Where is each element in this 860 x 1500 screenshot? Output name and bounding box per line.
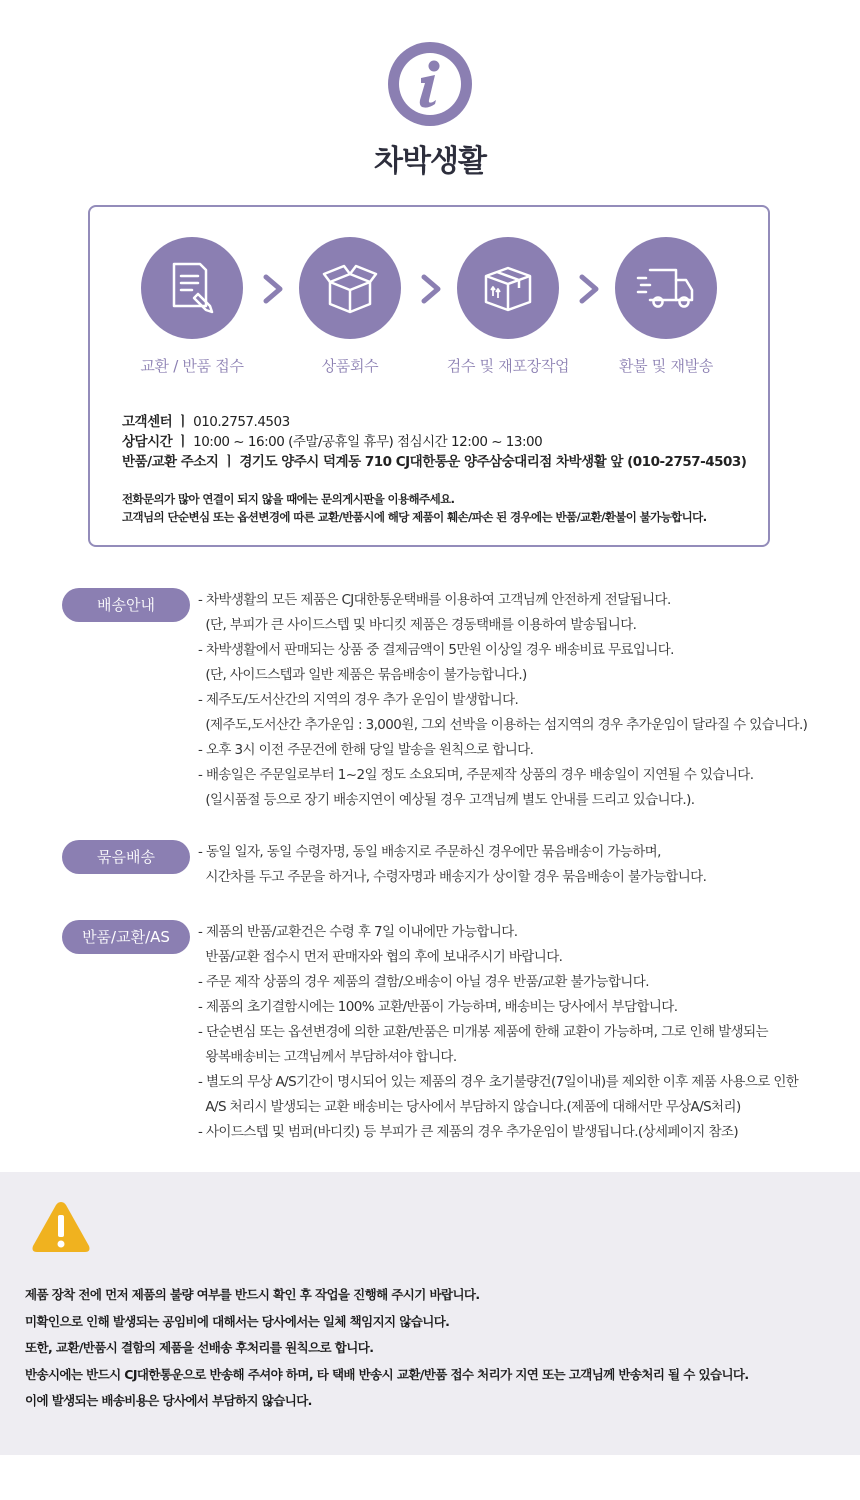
contact-key: 상담시간 ㅣ (122, 434, 189, 450)
contact-value: 경기도 양주시 덕계동 710 CJ대한통운 양주삼숭대리점 차박생활 앞 (010-2757-4503) (239, 454, 747, 470)
step-pickup (275, 237, 425, 376)
shipping-lines (198, 588, 807, 813)
shipping-line: (제주도,도서산간 추가운임 : 3,000원, 그외 선박을 이용하는 섬지역의 경우 추가운임이 달라질 수 있습니다.) (198, 717, 808, 733)
note-line: 고객님의 단순변심 또는 옵션변경에 따른 교환/반품시에 해당 제품이 훼손/파손 된 경우에는 반품/교환/환불이 불가능합니다. (122, 510, 707, 524)
step-label: 교환 / 반품 접수 (140, 357, 244, 375)
delivery-truck-icon (615, 237, 717, 339)
warning-panel (0, 1172, 860, 1455)
contact-key: 반품/교환 주소지 ㅣ (122, 454, 236, 470)
step-label: 상품회수 (321, 357, 379, 375)
returns-line: - 제품의 초기결함시에는 100% 교환/반품이 가능하며, 배송비는 당사에서 부담합니다. (198, 999, 678, 1015)
shipping-line: - 오후 3시 이전 주문건에 한해 당일 발송을 원칙으로 합니다. (198, 742, 534, 758)
shipping-line: (단, 부피가 큰 사이드스텝 및 바디킷 제품은 경동택배를 이용하여 발송됩니다. (198, 617, 637, 633)
document-pen-icon (141, 237, 243, 339)
warning-line: 반송시에는 반드시 CJ대한통운으로 반송해 주셔야 하며, 타 택배 반송시 교환/반품 접수 처리가 지연 또는 고객님께 반송처리 될 수 있습니다. (25, 1366, 749, 1382)
returns-line: - 단순변심 또는 옵션변경에 의한 교환/반품은 미개봉 제품에 한해 교환이 가능하며, 그로 인해 발생되는 (198, 1024, 768, 1040)
note-line: 전화문의가 많아 연결이 되지 않을 때에는 문의게시판을 이용해주세요. (122, 492, 455, 506)
returns-line: 반품/교환 접수시 먼저 판매자와 협의 후에 보내주시기 바랍니다. (198, 949, 563, 965)
process-notes (122, 490, 706, 526)
returns-lines (198, 920, 798, 1145)
return-process-panel (88, 205, 770, 547)
contact-address (122, 452, 746, 472)
brand-header (0, 42, 860, 180)
shipping-line: (단, 사이드스텝과 일반 제품은 묶음배송이 불가능합니다.) (198, 667, 527, 683)
returns-line: - 사이드스텝 및 범퍼(바디킷) 등 부피가 큰 제품의 경우 추가운임이 발생됩니다.(상세페이지 참조) (198, 1124, 738, 1140)
warning-line: 미확인으로 인해 발생되는 공임비에 대해서는 당사에서는 일체 책임지지 않습니다. (25, 1313, 450, 1329)
contact-value: 10:00 ~ 16:00 (주말/공휴일 휴무) 점심시간 12:00 ~ 13:00 (193, 434, 543, 450)
bundle-line: 시간차를 두고 주문을 하거나, 수령자명과 배송지가 상이할 경우 묶음배송이 불가능합니다. (198, 869, 707, 885)
warning-icon (30, 1199, 92, 1255)
brand-name: 차박생활 (374, 144, 486, 179)
returns-line: - 별도의 무상 A/S기간이 명시되어 있는 제품의 경우 초기불량건(7일이내)를 제외한 이후 제품 사용으로 인한 (198, 1074, 799, 1090)
contact-hours (122, 432, 746, 452)
shipping-title: 배송안내 (62, 588, 190, 622)
step-label: 검수 및 재포장작업 (446, 357, 570, 375)
returns-line: 왕복배송비는 고객님께서 부담하셔야 합니다. (198, 1049, 457, 1065)
contact-info (122, 412, 746, 472)
warning-line: 이에 발생되는 배송비용은 당사에서 부담하지 않습니다. (25, 1393, 312, 1409)
bundle-title: 묶음배송 (62, 840, 190, 874)
step-inspection (433, 237, 583, 376)
returns-title: 반품/교환/AS (62, 920, 190, 954)
warning-line: 또한, 교환/반품시 결함의 제품을 선배송 후처리를 원칙으로 합니다. (25, 1340, 374, 1356)
shipping-line: - 제주도/도서산간의 지역의 경우 추가 운임이 발생합니다. (198, 692, 519, 708)
open-box-icon (299, 237, 401, 339)
step-return-request (117, 237, 267, 376)
returns-line: A/S 처리시 발생되는 교환 배송비는 당사에서 부담하지 않습니다.(제품에 대해서만 무상A/S처리) (198, 1099, 741, 1115)
contact-key: 고객센터 ㅣ (122, 414, 189, 430)
shipping-line: (일시품절 등으로 장기 배송지연이 예상될 경우 고객님께 별도 안내를 드리고 있습니다.). (198, 792, 695, 808)
step-refund-reship (591, 237, 741, 376)
bundle-line: - 동일 일자, 동일 수령자명, 동일 배송지로 주문하신 경우에만 묶음배송이 가능하며, (198, 844, 661, 860)
step-label: 환불 및 재발송 (618, 357, 714, 375)
contact-value: 010.2757.4503 (193, 414, 290, 430)
shipping-line: - 배송일은 주문일로부터 1~2일 정도 소요되며, 주문제작 상품의 경우 배송일이 지연될 수 있습니다. (198, 767, 754, 783)
warning-lines (25, 1282, 749, 1415)
info-icon (388, 42, 472, 126)
warning-line: 제품 장착 전에 먼저 제품의 불량 여부를 반드시 확인 후 작업을 진행해 주시기 바랍니다. (25, 1287, 480, 1302)
sealed-box-icon (457, 237, 559, 339)
returns-line: - 제품의 반품/교환건은 수령 후 7일 이내에만 가능합니다. (198, 924, 518, 940)
bundle-lines (198, 840, 706, 890)
contact-phone (122, 412, 746, 432)
returns-line: - 주문 제작 상품의 경우 제품의 결함/오배송이 아닐 경우 반품/교환 불가능합니다. (198, 974, 649, 990)
shipping-line: - 차박생활에서 판매되는 상품 중 결제금액이 5만원 이상일 경우 배송비료 무료입니다. (198, 642, 674, 658)
shipping-line: - 차박생활의 모든 제품은 CJ대한통운택배를 이용하여 고객님께 안전하게 전달됩니다. (198, 592, 671, 608)
